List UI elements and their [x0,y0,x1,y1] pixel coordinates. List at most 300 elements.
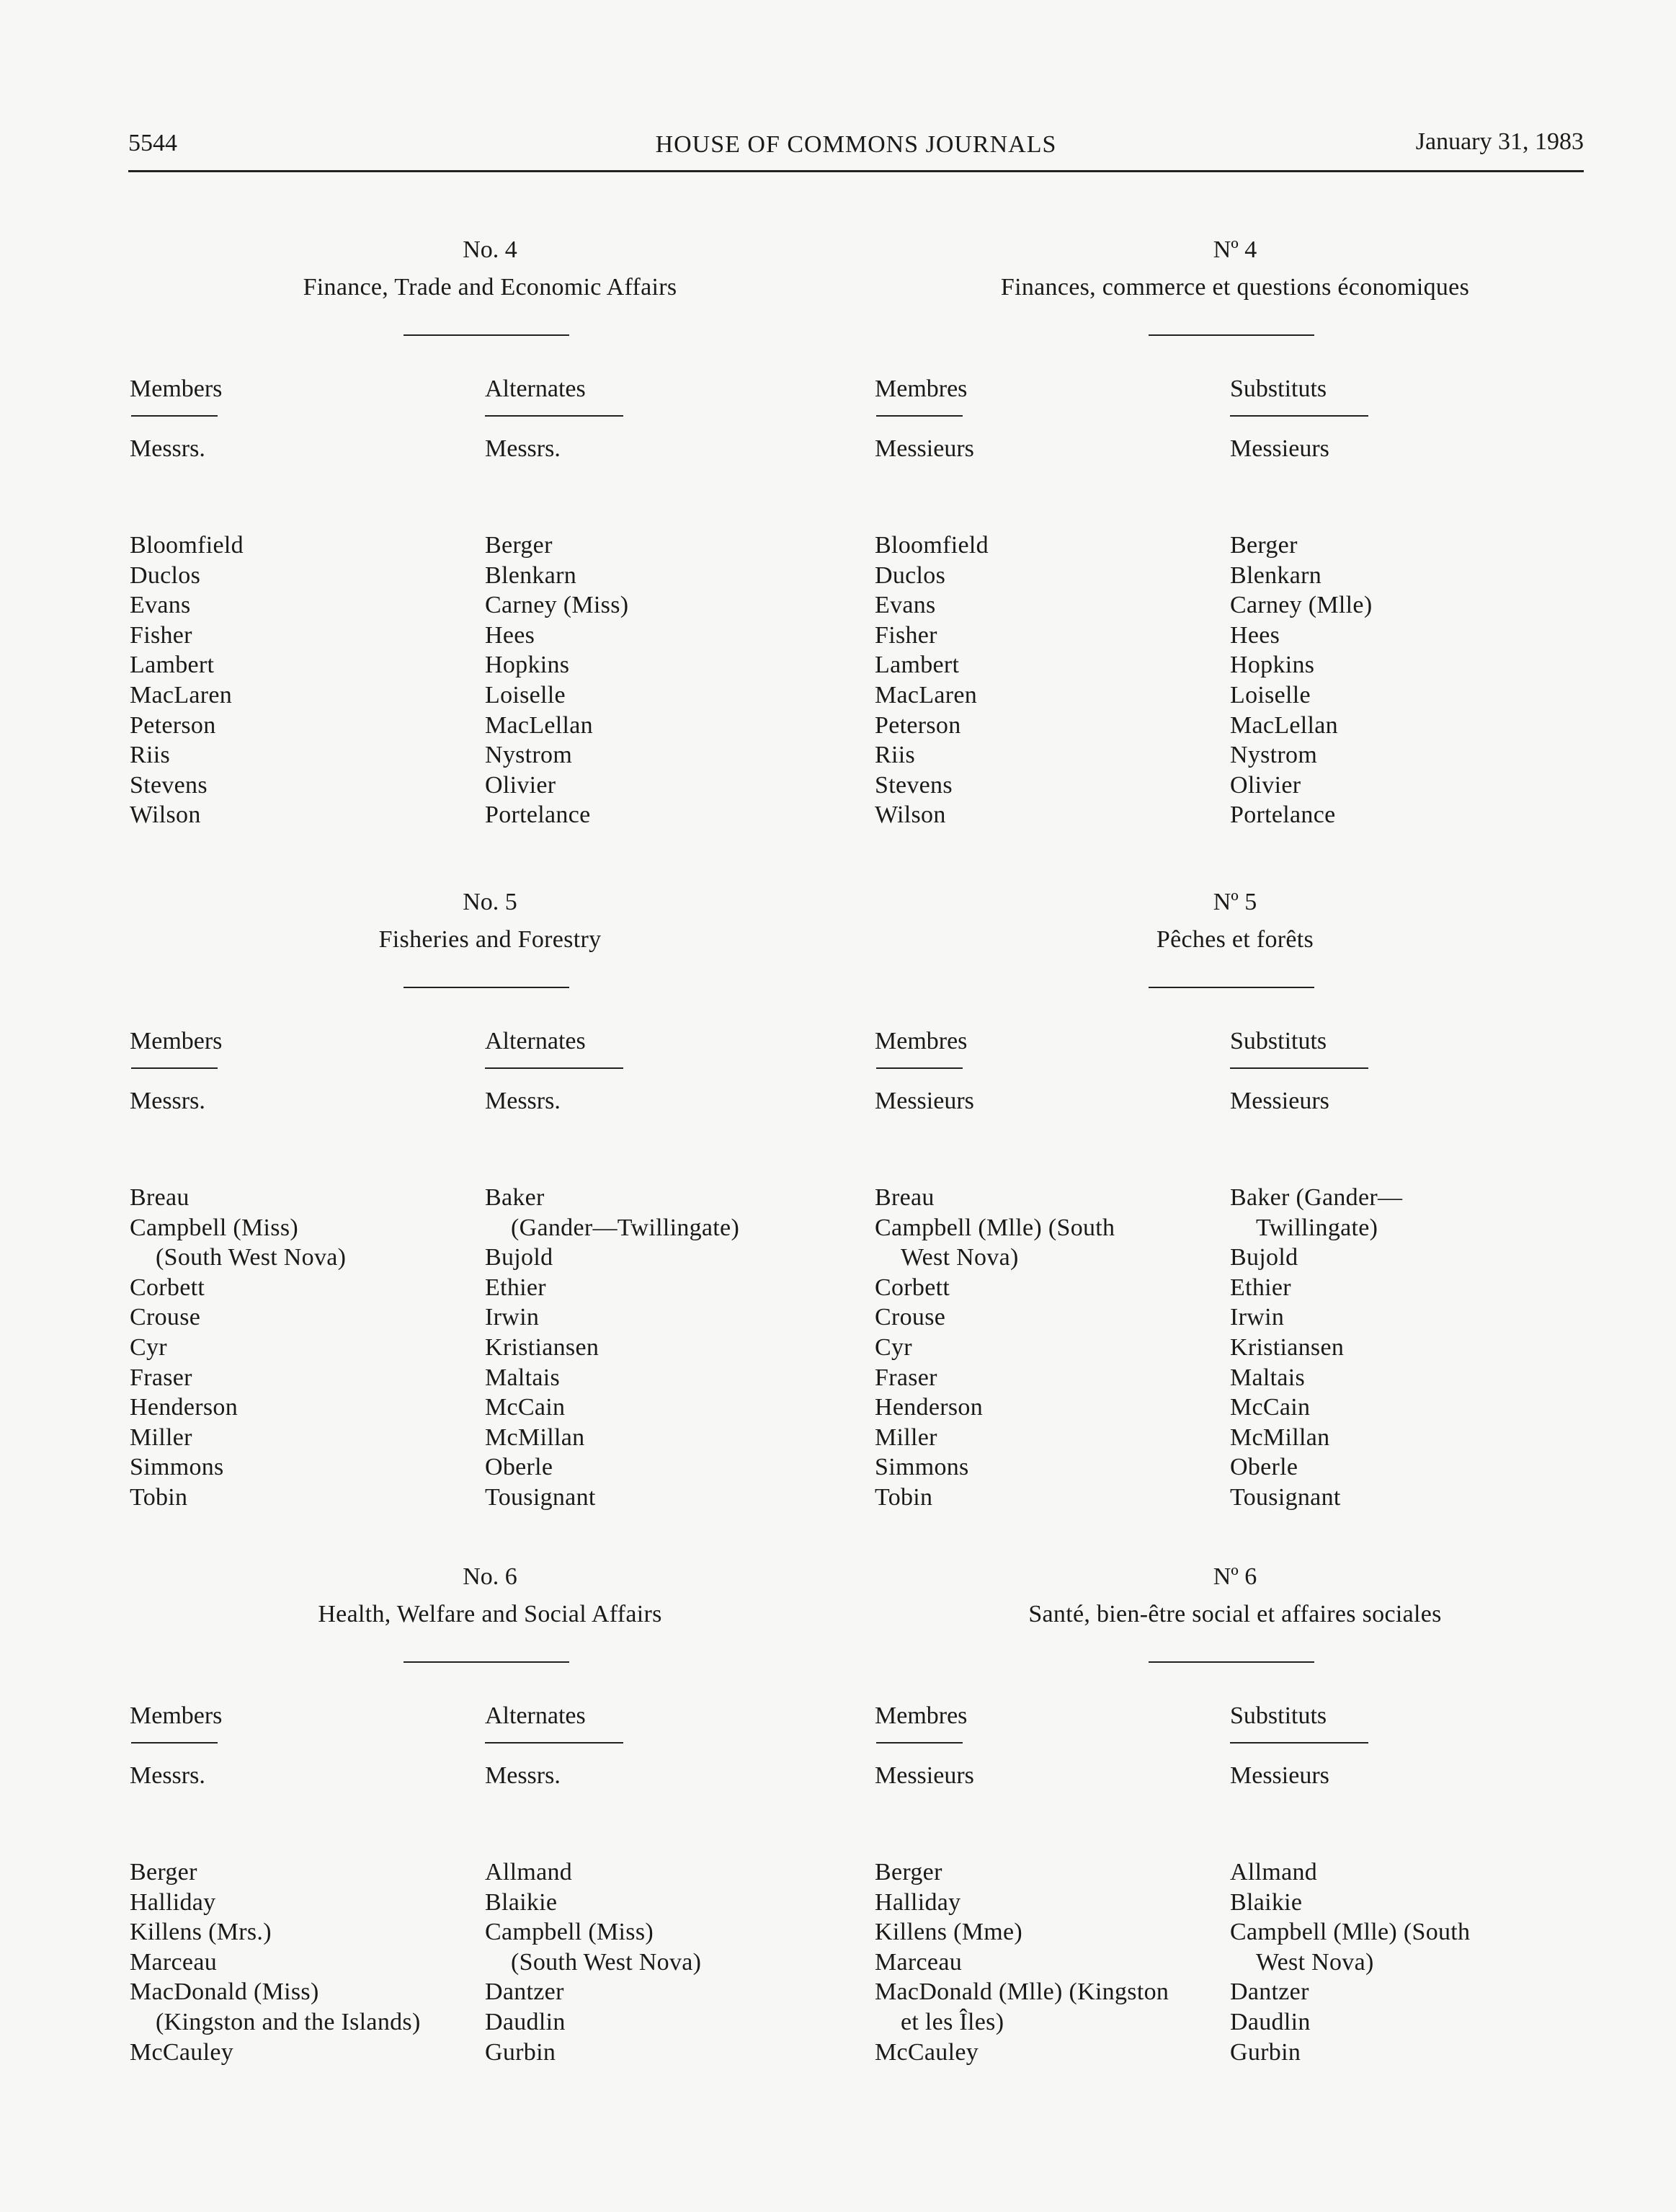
member-name [130,2007,476,2038]
alternate-name-text: Maltais [485,1364,561,1391]
alternates-heading: Substituts [1230,1028,1327,1054]
alternate-name [485,1452,845,1483]
member-name-text: MacLaren [875,681,978,709]
member-name-text: Miller [130,1423,192,1451]
committee-section [130,236,850,885]
alternate-name-text: MacLellan [1230,711,1338,739]
members-list [130,1183,476,1513]
alternate-name [485,800,845,830]
member-name [130,1302,476,1333]
page-header [128,128,1584,172]
member-name [130,1213,476,1243]
member-name-text: et les Îles) [901,2008,1004,2035]
member-name-text: McCauley [875,2038,979,2066]
alternate-name [1230,1273,1590,1303]
member-name [875,1393,1221,1423]
member-name-text: Henderson [875,1394,983,1421]
alternate-name-text: Carney (Miss) [485,592,629,619]
committee-title: Health, Welfare and Social Affairs [318,1601,662,1627]
members-list [875,1183,1221,1513]
alternates-heading: Alternates [485,376,586,402]
alternate-name-text: MacLellan [485,711,593,739]
members-heading: Members [130,1028,223,1054]
member-name [130,1483,476,1513]
alternate-name-text: Blaikie [1230,1888,1303,1916]
member-name-text: Evans [875,592,936,619]
alternate-name [485,621,845,651]
member-name-text: MacDonald (Mlle) (Kingston [875,1978,1169,2006]
alternates-heading: Alternates [485,1028,586,1054]
alternate-name-text: Nystrom [485,742,573,769]
member-name-text: Fisher [875,621,937,649]
committee-section [130,1563,850,2212]
alternate-name [485,1483,845,1513]
member-name [875,1483,1221,1513]
member-name [875,1917,1221,1947]
alternate-name [485,1363,845,1393]
member-name [875,1857,1221,1888]
member-name [875,800,1221,830]
alternate-name-text: Loiselle [485,681,566,709]
member-name-text: Wilson [130,801,201,829]
member-name [875,1333,1221,1363]
member-name-text: Berger [875,1859,942,1885]
alternate-name-text: Campbell (Mlle) (South [1230,1919,1471,1946]
members-heading: Membres [875,376,968,402]
member-name [875,561,1221,591]
members-honorific: Messieurs [875,435,974,462]
alternate-name [1230,1423,1590,1453]
members-heading-rule [131,1742,218,1744]
alternate-name [1230,1213,1590,1243]
member-name [875,1273,1221,1303]
committee-number: Nº 6 [1213,1563,1257,1590]
member-name [130,1183,476,1213]
member-name-text: Bloomfield [875,532,989,559]
alternate-name-text: Tousignant [485,1483,596,1511]
member-name-text: Miller [875,1423,937,1451]
alternate-name [1230,2007,1590,2038]
member-name [875,740,1221,770]
committee-number: Nº 4 [1213,236,1257,263]
member-name-text: (South West Nova) [156,1244,347,1271]
member-name [875,680,1221,711]
alternate-name [485,2007,845,2038]
member-name [130,1393,476,1423]
committee-section [875,1563,1595,2212]
member-name [130,1333,476,1363]
committee-title: Pêches et forêts [1156,926,1314,953]
members-heading: Members [130,376,223,402]
alternate-name [1230,530,1590,561]
member-name-text: McCauley [130,2038,234,2066]
alternate-name [1230,711,1590,741]
journal-title: HOUSE OF COMMONS JOURNALS [655,131,1057,158]
title-divider [404,334,569,336]
members-heading-rule [131,415,218,417]
alternate-name-text: Hees [1230,621,1280,649]
member-name-text: Halliday [130,1888,216,1916]
alternate-name [1230,1452,1590,1483]
alternate-name [1230,1333,1590,1363]
members-heading: Members [130,1702,223,1729]
alternate-name [1230,680,1590,711]
committee-section [130,889,850,1537]
alternate-name [1230,650,1590,680]
member-name-text: Halliday [875,1888,961,1916]
alternate-name [1230,1977,1590,2007]
alternate-name [485,2038,845,2068]
member-name-text: Campbell (Mlle) (South [875,1214,1115,1241]
alternate-name-text: Daudlin [1230,2008,1311,2035]
alternate-name-text: Carney (Mlle) [1230,592,1373,619]
alternate-name [485,650,845,680]
member-name [875,1423,1221,1453]
members-list [875,530,1221,830]
alternate-name-text: Maltais [1230,1364,1306,1391]
alternates-list [1230,1857,1590,2067]
journal-date: January 31, 1983 [1415,128,1584,155]
alternates-heading-rule [1230,1742,1368,1744]
member-name-text: Berger [130,1859,197,1885]
member-name [875,1302,1221,1333]
alternate-name [1230,800,1590,830]
member-name [130,1423,476,1453]
title-divider [1149,1661,1314,1663]
alternates-honorific: Messrs. [485,1088,561,1114]
member-name-text: MacLaren [130,681,233,709]
member-name [875,1243,1221,1273]
title-divider [1149,987,1314,988]
alternate-name-text: Berger [485,532,553,559]
alternate-name [485,1333,845,1363]
title-divider [1149,334,1314,336]
member-name [130,590,476,621]
member-name-text: Lambert [130,652,215,679]
alternate-name-text: Nystrom [1230,742,1318,769]
member-name [130,1977,476,2007]
alternate-name [485,561,845,591]
committee-section [875,889,1595,1537]
member-name [130,1363,476,1393]
members-heading-rule [876,1742,963,1744]
member-name [875,1363,1221,1393]
alternate-name [1230,1888,1590,1918]
member-name-text: Fraser [875,1364,937,1391]
alternate-name [485,1243,845,1273]
alternate-name [1230,1183,1590,1213]
member-name-text: Corbett [130,1274,205,1301]
alternate-name [1230,1243,1590,1273]
member-name [875,1213,1221,1243]
member-name [130,740,476,770]
member-name [130,1452,476,1483]
alternate-name [1230,1917,1590,1947]
alternate-name-text: Bujold [1230,1244,1298,1271]
alternate-name-text: Dantzer [1230,1978,1309,2006]
alternate-name [485,770,845,801]
alternate-name-text: Dantzer [485,1978,564,2006]
alternate-name [485,590,845,621]
alternate-name-text: McMillan [1230,1423,1330,1451]
member-name-text: Tobin [130,1483,188,1511]
alternate-name-text: Oberle [1230,1454,1298,1481]
member-name [130,621,476,651]
committee-number: No. 5 [463,889,517,915]
members-honorific: Messrs. [130,435,205,462]
alternates-list [485,530,845,830]
alternate-name-text: Allmand [1230,1859,1318,1885]
alternate-name [485,1273,845,1303]
alternate-name-text: Gurbin [485,2038,556,2066]
alternate-name-text: McCain [1230,1394,1311,1421]
member-name-text: Campbell (Miss) [130,1214,298,1241]
alternates-heading: Substituts [1230,1702,1327,1729]
title-divider [404,987,569,988]
alternate-name-text: Kristiansen [485,1333,599,1361]
alternate-name [485,1213,845,1243]
members-honorific: Messrs. [130,1762,205,1789]
alternate-name-text: Bujold [485,1244,553,1271]
members-heading: Membres [875,1702,968,1729]
member-name [130,1273,476,1303]
alternates-list [485,1183,845,1513]
member-name-text: Fraser [130,1364,192,1391]
member-name-text: Crouse [875,1304,946,1331]
member-name [130,680,476,711]
alternate-name-text: Olivier [485,771,556,799]
member-name [130,1888,476,1918]
alternates-heading-rule [1230,1067,1368,1069]
alternate-name [1230,621,1590,651]
committee-title: Finances, commerce et questions économiques [1000,274,1470,301]
alternate-name-text: Ethier [485,1274,546,1301]
alternate-name [1230,2038,1590,2068]
member-name-text: Simmons [130,1454,224,1481]
member-name-text: MacDonald (Miss) [130,1978,319,2006]
alternate-name [485,1888,845,1918]
member-name-text: Fisher [130,621,192,649]
alternate-name-text: Blaikie [485,1888,558,1916]
member-name [875,1977,1221,2007]
alternates-heading: Alternates [485,1702,586,1729]
alternate-name-text: Allmand [485,1859,573,1885]
alternate-name-text: Blenkarn [485,561,577,589]
alternate-name [485,1183,845,1213]
alternate-name [1230,561,1590,591]
alternate-name-text: Portelance [485,801,591,829]
committee-title: Santé, bien-être social et affaires sociales [1028,1601,1442,1627]
member-name-text: Killens (Mrs.) [130,1919,272,1946]
alternate-name [485,1917,845,1947]
committee-number: No. 4 [463,236,517,263]
member-name [130,800,476,830]
member-name [130,711,476,741]
member-name-text: West Nova) [901,1244,1019,1271]
member-name [875,621,1221,651]
member-name [875,650,1221,680]
member-name-text: Cyr [875,1333,912,1361]
alternate-name [1230,1483,1590,1513]
alternate-name-text: Irwin [485,1304,540,1331]
members-honorific: Messieurs [875,1762,974,1789]
member-name-text: Crouse [130,1304,201,1331]
members-list [875,1857,1221,2067]
members-honorific: Messrs. [130,1088,205,1114]
member-name-text: Breau [130,1184,190,1211]
committee-title: Finance, Trade and Economic Affairs [303,274,677,301]
committee-title: Fisheries and Forestry [378,926,602,953]
member-name [130,561,476,591]
members-heading-rule [876,415,963,417]
alternates-heading-rule [485,1067,623,1069]
alternate-name-text: (Gander—Twillingate) [511,1214,740,1241]
member-name [875,2038,1221,2068]
alternates-heading-rule [485,1742,623,1744]
member-name [130,650,476,680]
alternate-name-text: Baker [485,1184,545,1211]
page-number: 5544 [128,130,177,156]
committee-number: No. 6 [463,1563,517,1590]
member-name [130,1243,476,1273]
member-name-text: Marceau [875,1948,963,1976]
alternate-name [485,1977,845,2007]
members-list [130,1857,476,2067]
alternates-honorific: Messieurs [1230,435,1329,462]
member-name-text: Evans [130,592,191,619]
alternate-name-text: Blenkarn [1230,561,1322,589]
alternates-heading-rule [1230,415,1368,417]
member-name [130,530,476,561]
alternates-honorific: Messrs. [485,1762,561,1789]
member-name [130,1947,476,1978]
alternate-name [1230,1393,1590,1423]
member-name-text: Stevens [875,771,953,799]
member-name [130,770,476,801]
committee-number: Nº 5 [1213,889,1257,915]
alternate-name-text: Baker (Gander— [1230,1184,1403,1211]
member-name-text: Riis [130,742,171,769]
alternate-name-text: Berger [1230,532,1298,559]
alternate-name-text: Irwin [1230,1304,1285,1331]
member-name [875,2007,1221,2038]
member-name-text: Simmons [875,1454,969,1481]
members-list [130,530,476,830]
members-heading-rule [131,1067,218,1069]
alternates-list [485,1857,845,2067]
title-divider [404,1661,569,1663]
members-heading: Membres [875,1028,968,1054]
alternates-honorific: Messieurs [1230,1088,1329,1114]
alternate-name [1230,1947,1590,1978]
alternate-name-text: Olivier [1230,771,1301,799]
member-name-text: Lambert [875,652,960,679]
alternates-heading: Substituts [1230,376,1327,402]
alternate-name-text: Kristiansen [1230,1333,1345,1361]
member-name-text: Wilson [875,801,946,829]
member-name-text: Duclos [130,561,201,589]
alternate-name-text: Oberle [485,1454,553,1481]
member-name [875,1888,1221,1918]
member-name [875,1183,1221,1213]
alternates-heading-rule [485,415,623,417]
member-name-text: Cyr [130,1333,167,1361]
alternate-name-text: West Nova) [1256,1948,1374,1976]
alternate-name-text: Tousignant [1230,1483,1341,1511]
alternate-name [485,680,845,711]
member-name-text: Marceau [130,1948,218,1976]
member-name [130,1857,476,1888]
alternates-list [1230,1183,1590,1513]
alternate-name-text: McMillan [485,1423,585,1451]
alternate-name-text: Hees [485,621,535,649]
member-name-text: Henderson [130,1394,238,1421]
alternate-name [485,1423,845,1453]
alternate-name [485,740,845,770]
alternates-honorific: Messieurs [1230,1762,1329,1789]
member-name [875,711,1221,741]
member-name [130,1917,476,1947]
alternate-name [485,530,845,561]
member-name-text: Tobin [875,1483,933,1511]
alternate-name [1230,1857,1590,1888]
alternate-name [485,1947,845,1978]
alternate-name-text: Loiselle [1230,681,1311,709]
committee-section [875,236,1595,885]
member-name [130,2038,476,2068]
member-name [875,1452,1221,1483]
member-name-text: (Kingston and the Islands) [156,2008,421,2035]
alternate-name-text: Portelance [1230,801,1336,829]
member-name-text: Stevens [130,771,208,799]
alternate-name [1230,1302,1590,1333]
alternate-name [485,1857,845,1888]
member-name-text: Riis [875,742,916,769]
alternate-name-text: McCain [485,1394,566,1421]
members-honorific: Messieurs [875,1088,974,1114]
alternates-list [1230,530,1590,830]
alternate-name-text: Campbell (Miss) [485,1919,654,1946]
member-name-text: Bloomfield [130,532,244,559]
member-name-text: Corbett [875,1274,950,1301]
member-name-text: Killens (Mme) [875,1919,1023,1946]
alternate-name-text: Gurbin [1230,2038,1301,2066]
member-name-text: Breau [875,1184,935,1211]
alternate-name-text: Hopkins [1230,652,1315,679]
alternate-name [485,1393,845,1423]
alternate-name [1230,590,1590,621]
alternate-name [1230,1363,1590,1393]
members-heading-rule [876,1067,963,1069]
alternate-name-text: Twillingate) [1256,1214,1378,1241]
alternate-name-text: Hopkins [485,652,570,679]
alternate-name-text: Daudlin [485,2008,566,2035]
member-name [875,590,1221,621]
member-name-text: Peterson [130,711,216,739]
alternate-name [1230,770,1590,801]
member-name [875,1947,1221,1978]
member-name-text: Peterson [875,711,961,739]
member-name [875,770,1221,801]
alternates-honorific: Messrs. [485,435,561,462]
alternate-name-text: Ethier [1230,1274,1291,1301]
member-name [875,530,1221,561]
alternate-name [1230,740,1590,770]
alternate-name-text: (South West Nova) [511,1948,702,1976]
alternate-name [485,711,845,741]
member-name-text: Duclos [875,561,946,589]
alternate-name [485,1302,845,1333]
